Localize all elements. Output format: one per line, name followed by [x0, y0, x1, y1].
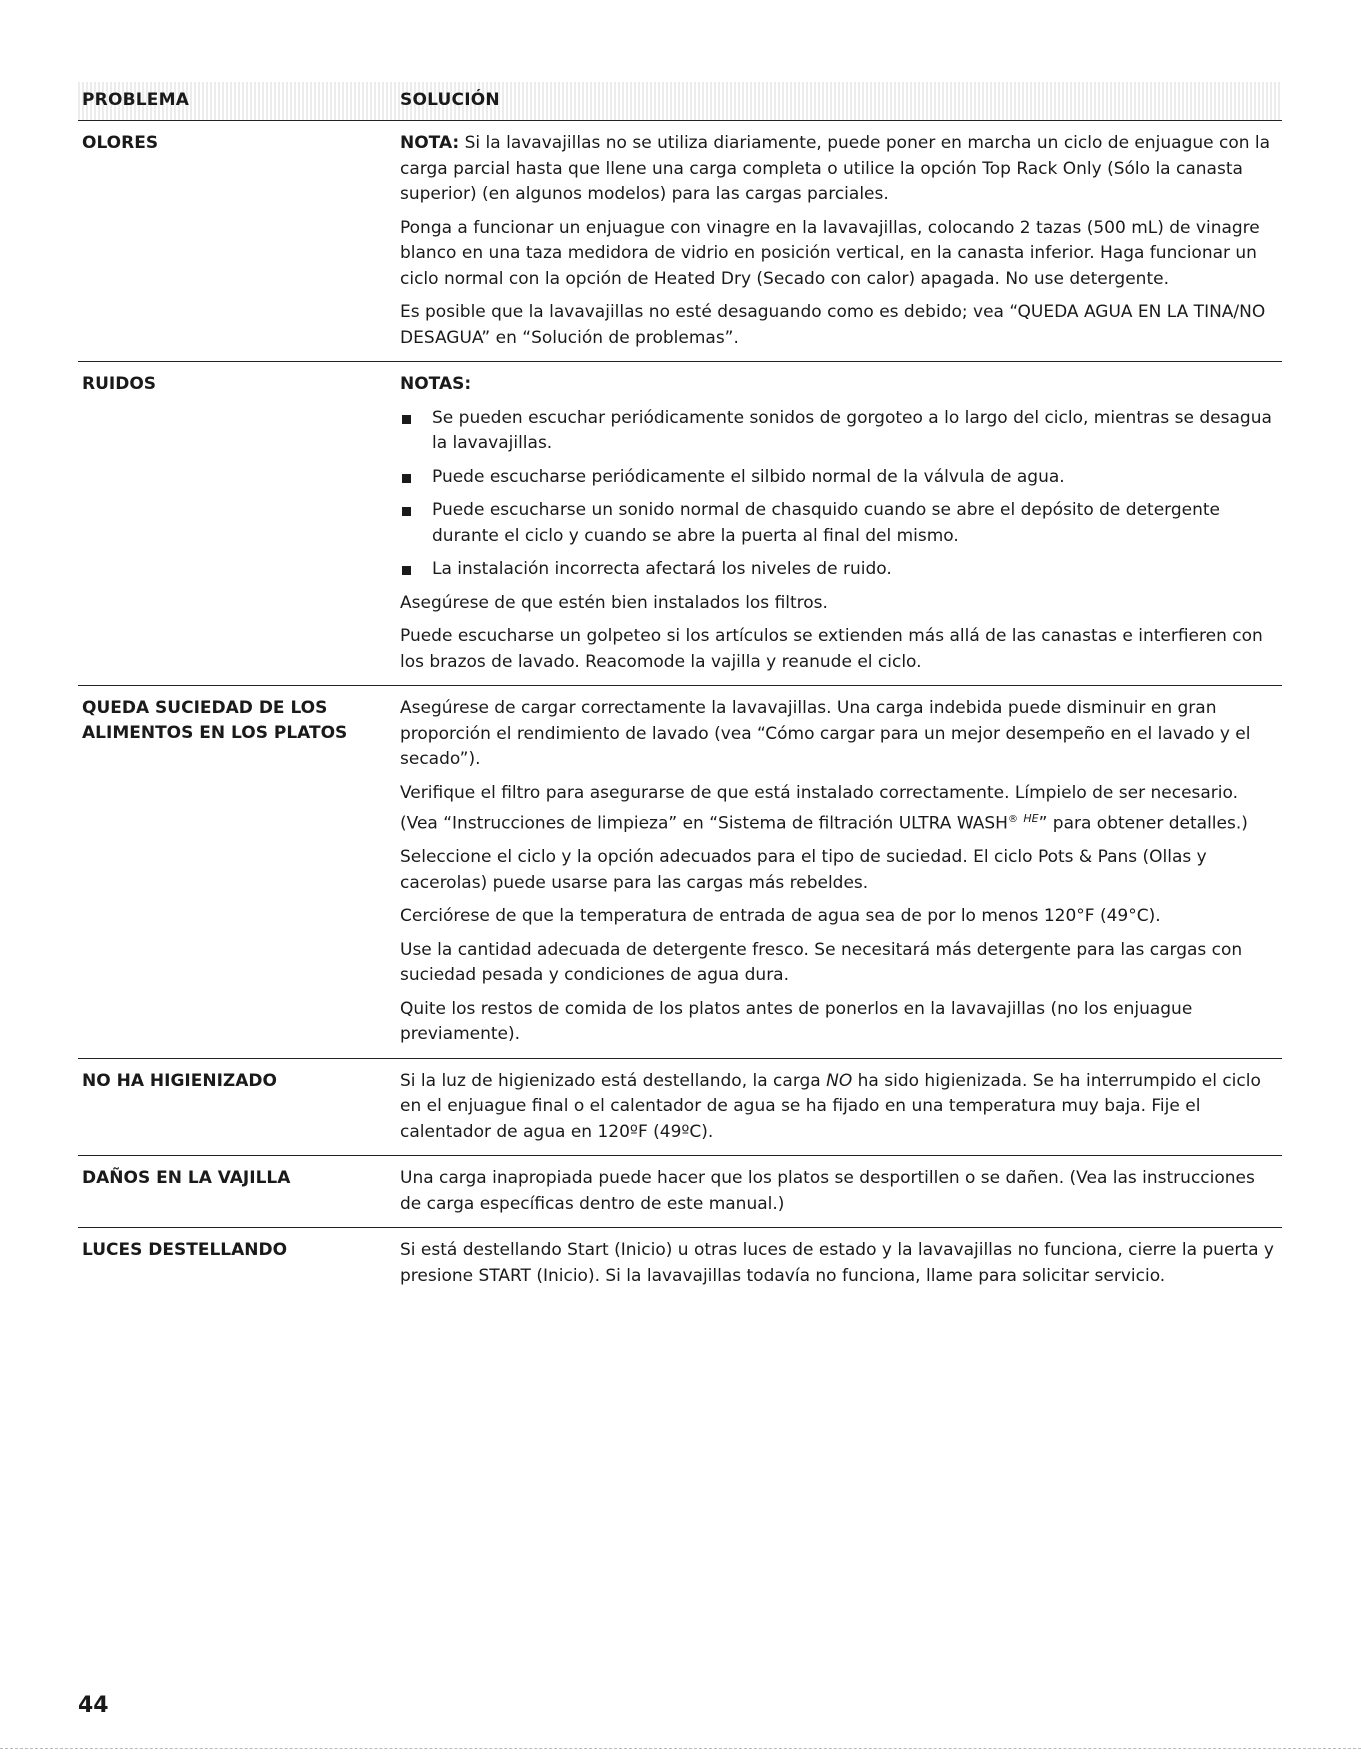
square-bullet-icon — [402, 566, 411, 575]
table-row-olores — [78, 121, 1282, 362]
note-paragraph — [400, 131, 1276, 208]
solution-paragraph: Puede escucharse un golpeteo si los artículos se extienden más allá de las canastas e interfieren con los brazos de lavado. Reacomode la vajilla y reanude el ciclo. — [400, 626, 1263, 672]
problem-label: LUCES DESTELLANDO — [82, 1240, 288, 1261]
solution-paragraph: Si está destellando Start (Inicio) u otras luces de estado y la lavavajillas no funciona, cierre la puerta y presione START (Inicio). Si la lavavajillas todavía no funciona, llame para solicitar servicio. — [400, 1240, 1274, 1286]
list-item: Puede escucharse periódicamente el silbido normal de la válvula de agua. — [400, 465, 1276, 491]
table-row-higienizado — [78, 1059, 1282, 1157]
solution-paragraph: Una carga inapropiada puede hacer que los platos se desportillen o se dañen. (Vea las instrucciones de carga específicas dentro de este manual.) — [400, 1168, 1255, 1214]
note-label: NOTA: — [400, 133, 460, 153]
solution-paragraph: Verifique el filtro para asegurarse de que está instalado correctamente. Límpielo de ser necesario. (Vea “Instrucciones de limpieza” en “Sistema de filtración ULTRA WASH® $^{HE}$” para obtener detalles.) — [400, 782, 1248, 834]
problem-label: OLORES — [82, 133, 159, 153]
table-row-suciedad — [78, 686, 1282, 1059]
note-text: Si la lavavajillas no se utiliza diariamente, puede poner en marcha un ciclo de enjuague con la carga parcial hasta que llene una carga completa o utilice la opción Top Rack Only (Sólo la canasta superior) (en algunos modelos) para las cargas parciales. — [400, 133, 1271, 204]
solution-cell — [400, 696, 1282, 1048]
list-item: Se pueden escuchar periódicamente sonidos de gorgoteo a lo largo del ciclo, mientras se desagua la lavavajillas. — [400, 406, 1276, 457]
bullet-list — [400, 406, 1276, 583]
list-item: La instalación incorrecta afectará los niveles de ruido. — [400, 557, 1276, 583]
problem-label: QUEDA SUCIEDAD DE LOS ALIMENTOS EN LOS PLATOS — [82, 698, 348, 743]
header-problem: PROBLEMA — [82, 90, 190, 110]
solution-paragraph: Use la cantidad adecuada de detergente fresco. Se necesitará más detergente para las cargas con suciedad pesada y condiciones de agua dura. — [400, 939, 1243, 986]
solution-cell — [400, 1238, 1282, 1289]
square-bullet-icon — [402, 415, 411, 424]
solution-paragraph: Es posible que la lavavajillas no esté desaguando como es debido; vea “QUEDA AGUA EN LA TINA/NO DESAGUA” en “Solución de problemas”. — [400, 302, 1266, 348]
note-label: NOTAS: — [400, 374, 472, 394]
bottom-divider — [0, 1748, 1361, 1749]
page-number: 44 — [78, 1693, 109, 1718]
square-bullet-icon — [402, 474, 411, 483]
list-item: Puede escucharse un sonido normal de chasquido cuando se abre el depósito de detergente durante el ciclo y cuando se abre la puerta al final del mismo. — [400, 498, 1276, 549]
troubleshooting-table — [78, 82, 1282, 1299]
header-solution: SOLUCIÓN — [400, 90, 500, 110]
square-bullet-icon — [402, 507, 411, 516]
solution-paragraph: Asegúrese de cargar correctamente la lavavajillas. Una carga indebida puede disminuir en gran proporción el rendimiento de lavado (vea “Cómo cargar para un mejor desempeño en el lavado y el secado”). — [400, 698, 1251, 769]
solution-paragraph: Seleccione el ciclo y la opción adecuados para el tipo de suciedad. El ciclo Pots & Pans (Ollas y cacerolas) puede usarse para las cargas más rebeldes. — [400, 847, 1207, 893]
solution-paragraph: Quite los restos de comida de los platos antes de ponerlos en la lavavajillas (no los enjuague previamente). — [400, 998, 1193, 1045]
registered-mark: ® — [1007, 814, 1018, 825]
problem-label: RUIDOS — [82, 374, 157, 394]
solution-paragraph: Ponga a funcionar un enjuague con vinagre en la lavavajillas, colocando 2 tazas (500 mL) de vinagre blanco en una taza medidora de vidrio en posición vertical, en la canasta inferior. Haga funcionar un ciclo normal con la opción de Heated Dry (Secado con calor) apagada. No use detergente. — [400, 217, 1260, 289]
solution-cell — [400, 372, 1282, 675]
problem-label: DAÑOS EN LA VAJILLA — [82, 1168, 291, 1189]
table-row-luces — [78, 1228, 1282, 1299]
solution-paragraph: Si la luz de higienizado está destellando, la carga NO ha sido higienizada. Se ha interrumpido el ciclo en el enjuague final o el calentador de agua se ha fijado en una temperatura muy baja. Fije el calentador de agua en 120ºF (49ºC). — [400, 1070, 1261, 1142]
table-row-ruidos — [78, 362, 1282, 686]
solution-paragraph: Cerciórese de que la temperatura de entrada de agua sea de por lo menos 120°F (49°C). — [400, 906, 1161, 927]
he-logo: HE — [1023, 812, 1039, 825]
problem-label: NO HA HIGIENIZADO — [82, 1070, 277, 1091]
table-row-vajilla — [78, 1156, 1282, 1228]
solution-cell — [400, 131, 1282, 351]
solution-cell — [400, 1166, 1282, 1217]
solution-paragraph: Asegúrese de que estén bien instalados los filtros. — [400, 592, 828, 613]
solution-cell — [400, 1069, 1282, 1146]
table-header — [78, 82, 1282, 121]
